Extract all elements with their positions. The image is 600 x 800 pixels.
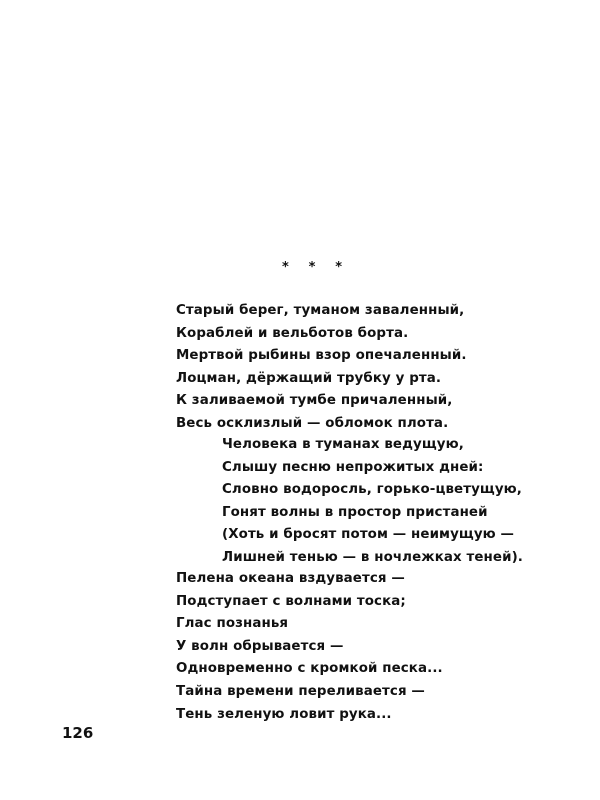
asterisk: * [308,260,316,275]
asterisk: * [335,260,342,275]
poem-line: Словно водоросль, горько-цветущую, [222,482,522,498]
poem-line: Весь осклизлый — обломок плота. [176,415,449,431]
section-ornament [282,260,342,275]
poem-line: Мертвой рыбины взор опечаленный. [176,348,467,364]
asterisk: * [282,260,289,275]
stanza-2 [222,434,523,570]
poem-line: Одновременно с кромкой песка... [176,661,443,677]
poem-line: Слышу песню непрожитых дней: [222,459,484,475]
poem-line: Лишней тенью — в ночлежках теней). [222,549,523,565]
poem-line: Старый берег, туманом заваленный, [176,303,465,318]
poem-line: Подступает с волнами тоска; [176,593,406,609]
poem-line: Кораблей и вельботов борта. [176,325,409,341]
poem-line: Гонят волны в простор пристаней [222,504,488,520]
poem-line: Лоцман, дёржащий трубку у рта. [176,370,442,386]
poem-line: Пелена океана вздувается — [176,571,405,586]
poem-line: У волн обрывается — [176,638,344,654]
poem-line: Человека в туманах ведущую, [222,437,464,452]
page-number: 126 [62,724,94,742]
poem-line: Тайна времени переливается — [176,683,425,699]
poem-line: Тень зеленую ловит рука... [176,706,392,722]
poem-line: Глас познанья [176,616,289,632]
stanza-3 [176,568,443,726]
poem-line: К заливаемой тумбе причаленный, [176,393,453,409]
stanza-1 [176,300,467,436]
poem-line: (Хоть и бросят потом — неимущую — [222,527,515,543]
